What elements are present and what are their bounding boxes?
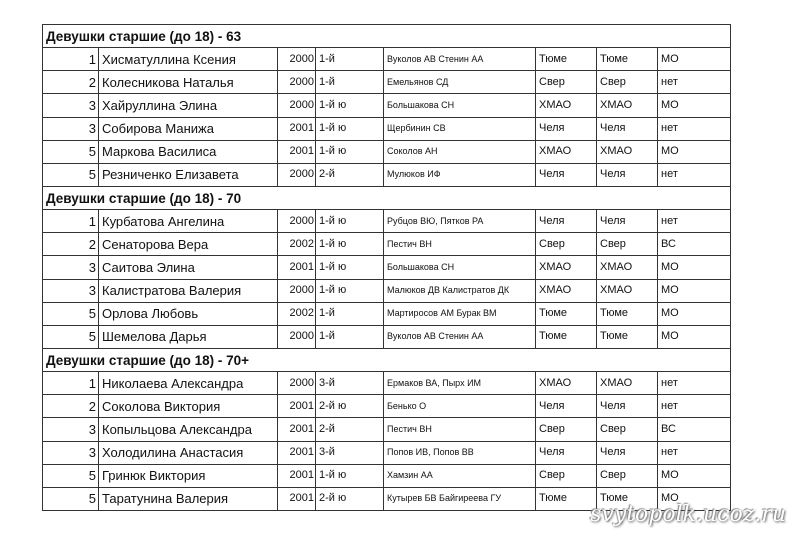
coach-cell: Кутырев БВ Байгиреева ГУ bbox=[384, 487, 536, 510]
birth-year-cell: 2002 bbox=[278, 302, 316, 325]
sport-category-cell: 1-й ю bbox=[316, 117, 384, 140]
table-row bbox=[43, 464, 731, 487]
sport-category-cell: 1-й ю bbox=[316, 256, 384, 279]
birth-year-cell: 2002 bbox=[278, 233, 316, 256]
coach-cell: Малюков ДВ Калистратов ДК bbox=[384, 279, 536, 302]
coach-cell: Попов ИВ, Попов ВВ bbox=[384, 441, 536, 464]
birth-year-cell: 2001 bbox=[278, 464, 316, 487]
region-cell: Челя bbox=[536, 117, 597, 140]
place-cell: 5 bbox=[43, 140, 99, 163]
table-row bbox=[43, 372, 731, 395]
region-secondary-cell: Тюме bbox=[597, 487, 658, 510]
region-secondary-cell: ХМАО bbox=[597, 256, 658, 279]
place-cell: 3 bbox=[43, 94, 99, 117]
birth-year-cell: 2000 bbox=[278, 210, 316, 233]
watermark: svytopolk.ucoz.ru bbox=[590, 502, 786, 527]
athlete-name-cell: Хайруллина Элина bbox=[99, 94, 278, 117]
region-secondary-cell: Тюме bbox=[597, 48, 658, 71]
coach-cell: Соколов АН bbox=[384, 140, 536, 163]
birth-year-cell: 2000 bbox=[278, 279, 316, 302]
place-cell: 3 bbox=[43, 256, 99, 279]
athlete-name-cell: Копыльцова Александра bbox=[99, 418, 278, 441]
sport-category-cell: 1-й ю bbox=[316, 140, 384, 163]
region-cell: Тюме bbox=[536, 325, 597, 348]
place-cell: 1 bbox=[43, 372, 99, 395]
weight-group-title: Девушки старшие (до 18) - 70 bbox=[43, 186, 731, 209]
place-cell: 1 bbox=[43, 210, 99, 233]
place-cell: 5 bbox=[43, 163, 99, 186]
region-cell: ХМАО bbox=[536, 94, 597, 117]
table-row bbox=[43, 395, 731, 418]
table-row bbox=[43, 441, 731, 464]
athlete-name-cell: Саитова Элина bbox=[99, 256, 278, 279]
table-row bbox=[43, 256, 731, 279]
birth-year-cell: 2001 bbox=[278, 256, 316, 279]
region-secondary-cell: Челя bbox=[597, 210, 658, 233]
status-cell: МО bbox=[658, 94, 731, 117]
region-cell: ХМАО bbox=[536, 279, 597, 302]
region-secondary-cell: Челя bbox=[597, 441, 658, 464]
region-secondary-cell: Тюме bbox=[597, 302, 658, 325]
region-cell: Тюме bbox=[536, 48, 597, 71]
coach-cell: Хамзин АА bbox=[384, 464, 536, 487]
birth-year-cell: 2001 bbox=[278, 395, 316, 418]
status-cell: МО bbox=[658, 325, 731, 348]
status-cell: нет bbox=[658, 441, 731, 464]
athlete-name-cell: Гринюк Виктория bbox=[99, 464, 278, 487]
coach-cell: Щербинин СВ bbox=[384, 117, 536, 140]
place-cell: 5 bbox=[43, 325, 99, 348]
coach-cell: Ермаков ВА, Пырх ИМ bbox=[384, 372, 536, 395]
status-cell: нет bbox=[658, 163, 731, 186]
region-secondary-cell: ХМАО bbox=[597, 94, 658, 117]
table-row bbox=[43, 140, 731, 163]
region-cell: Челя bbox=[536, 395, 597, 418]
athlete-name-cell: Соколова Виктория bbox=[99, 395, 278, 418]
status-cell: ВС bbox=[658, 233, 731, 256]
weight-group-header bbox=[43, 348, 731, 371]
athlete-name-cell: Собирова Манижа bbox=[99, 117, 278, 140]
region-secondary-cell: Тюме bbox=[597, 325, 658, 348]
table-row bbox=[43, 279, 731, 302]
status-cell: нет bbox=[658, 71, 731, 94]
status-cell: МО bbox=[658, 140, 731, 163]
region-secondary-cell: Челя bbox=[597, 117, 658, 140]
weight-group-title: Девушки старшие (до 18) - 70+ bbox=[43, 348, 731, 371]
place-cell: 2 bbox=[43, 395, 99, 418]
sport-category-cell: 3-й bbox=[316, 372, 384, 395]
region-cell: Челя bbox=[536, 210, 597, 233]
region-secondary-cell: ХМАО bbox=[597, 372, 658, 395]
birth-year-cell: 2001 bbox=[278, 487, 316, 510]
status-cell: нет bbox=[658, 117, 731, 140]
place-cell: 3 bbox=[43, 441, 99, 464]
coach-cell: Мартиросов АМ Бурак ВМ bbox=[384, 302, 536, 325]
status-cell: МО bbox=[658, 256, 731, 279]
region-secondary-cell: Челя bbox=[597, 163, 658, 186]
table-row bbox=[43, 418, 731, 441]
region-secondary-cell: Свер bbox=[597, 233, 658, 256]
coach-cell: Большакова СН bbox=[384, 256, 536, 279]
coach-cell: Емельянов СД bbox=[384, 71, 536, 94]
sport-category-cell: 1-й bbox=[316, 48, 384, 71]
results-sheet bbox=[42, 24, 730, 511]
athlete-name-cell: Хисматуллина Ксения bbox=[99, 48, 278, 71]
status-cell: МО bbox=[658, 302, 731, 325]
status-cell: МО bbox=[658, 279, 731, 302]
sport-category-cell: 1-й bbox=[316, 71, 384, 94]
weight-group-title: Девушки старшие (до 18) - 63 bbox=[43, 25, 731, 48]
region-cell: ХМАО bbox=[536, 256, 597, 279]
region-secondary-cell: ХМАО bbox=[597, 140, 658, 163]
place-cell: 5 bbox=[43, 464, 99, 487]
region-cell: Челя bbox=[536, 441, 597, 464]
sport-category-cell: 1-й ю bbox=[316, 210, 384, 233]
athlete-name-cell: Сенаторова Вера bbox=[99, 233, 278, 256]
region-secondary-cell: ХМАО bbox=[597, 279, 658, 302]
table-row bbox=[43, 325, 731, 348]
status-cell: МО bbox=[658, 464, 731, 487]
region-secondary-cell: Челя bbox=[597, 395, 658, 418]
athlete-name-cell: Холодилина Анастасия bbox=[99, 441, 278, 464]
birth-year-cell: 2000 bbox=[278, 71, 316, 94]
athlete-name-cell: Орлова Любовь bbox=[99, 302, 278, 325]
region-cell: ХМАО bbox=[536, 140, 597, 163]
place-cell: 3 bbox=[43, 418, 99, 441]
athlete-name-cell: Резниченко Елизавета bbox=[99, 163, 278, 186]
athlete-name-cell: Таратунина Валерия bbox=[99, 487, 278, 510]
athlete-name-cell: Курбатова Ангелина bbox=[99, 210, 278, 233]
athlete-name-cell: Шемелова Дарья bbox=[99, 325, 278, 348]
region-cell: Тюме bbox=[536, 487, 597, 510]
birth-year-cell: 2000 bbox=[278, 94, 316, 117]
birth-year-cell: 2001 bbox=[278, 418, 316, 441]
sport-category-cell: 1-й bbox=[316, 325, 384, 348]
coach-cell: Вуколов АВ Стенин АА bbox=[384, 325, 536, 348]
table-row bbox=[43, 163, 731, 186]
table-row bbox=[43, 48, 731, 71]
region-cell: ХМАО bbox=[536, 372, 597, 395]
sport-category-cell: 3-й bbox=[316, 441, 384, 464]
region-secondary-cell: Свер bbox=[597, 418, 658, 441]
birth-year-cell: 2001 bbox=[278, 140, 316, 163]
coach-cell: Пестич ВН bbox=[384, 233, 536, 256]
table-row bbox=[43, 94, 731, 117]
coach-cell: Мулюков ИФ bbox=[384, 163, 536, 186]
region-cell: Тюме bbox=[536, 302, 597, 325]
place-cell: 5 bbox=[43, 302, 99, 325]
status-cell: МО bbox=[658, 48, 731, 71]
coach-cell: Бенько О bbox=[384, 395, 536, 418]
athlete-name-cell: Николаева Александра bbox=[99, 372, 278, 395]
results-table bbox=[42, 24, 731, 511]
status-cell: нет bbox=[658, 372, 731, 395]
status-cell: нет bbox=[658, 395, 731, 418]
sport-category-cell: 1-й ю bbox=[316, 233, 384, 256]
athlete-name-cell: Колесникова Наталья bbox=[99, 71, 278, 94]
place-cell: 3 bbox=[43, 117, 99, 140]
sport-category-cell: 2-й ю bbox=[316, 395, 384, 418]
sport-category-cell: 2-й bbox=[316, 163, 384, 186]
sport-category-cell: 1-й bbox=[316, 302, 384, 325]
table-row bbox=[43, 117, 731, 140]
place-cell: 5 bbox=[43, 487, 99, 510]
sport-category-cell: 2-й bbox=[316, 418, 384, 441]
birth-year-cell: 2000 bbox=[278, 163, 316, 186]
status-cell: ВС bbox=[658, 418, 731, 441]
table-row bbox=[43, 210, 731, 233]
table-row bbox=[43, 302, 731, 325]
region-cell: Свер bbox=[536, 71, 597, 94]
birth-year-cell: 2001 bbox=[278, 441, 316, 464]
region-secondary-cell: Свер bbox=[597, 464, 658, 487]
region-cell: Свер bbox=[536, 418, 597, 441]
status-cell: нет bbox=[658, 210, 731, 233]
status-cell: МО bbox=[658, 487, 731, 510]
coach-cell: Большакова СН bbox=[384, 94, 536, 117]
athlete-name-cell: Калистратова Валерия bbox=[99, 279, 278, 302]
weight-group-header bbox=[43, 25, 731, 48]
coach-cell: Рубцов ВЮ, Пятков РА bbox=[384, 210, 536, 233]
sport-category-cell: 1-й ю bbox=[316, 279, 384, 302]
birth-year-cell: 2001 bbox=[278, 117, 316, 140]
region-cell: Свер bbox=[536, 464, 597, 487]
weight-group-header bbox=[43, 186, 731, 209]
region-secondary-cell: Свер bbox=[597, 71, 658, 94]
sport-category-cell: 2-й ю bbox=[316, 487, 384, 510]
birth-year-cell: 2000 bbox=[278, 48, 316, 71]
place-cell: 1 bbox=[43, 48, 99, 71]
place-cell: 3 bbox=[43, 279, 99, 302]
coach-cell: Пестич ВН bbox=[384, 418, 536, 441]
region-cell: Челя bbox=[536, 163, 597, 186]
place-cell: 2 bbox=[43, 233, 99, 256]
sport-category-cell: 1-й ю bbox=[316, 94, 384, 117]
sport-category-cell: 1-й ю bbox=[316, 464, 384, 487]
birth-year-cell: 2000 bbox=[278, 325, 316, 348]
athlete-name-cell: Маркова Василиса bbox=[99, 140, 278, 163]
coach-cell: Вуколов АВ Стенин АА bbox=[384, 48, 536, 71]
birth-year-cell: 2000 bbox=[278, 372, 316, 395]
place-cell: 2 bbox=[43, 71, 99, 94]
results-body bbox=[43, 25, 731, 511]
table-row bbox=[43, 233, 731, 256]
table-row bbox=[43, 71, 731, 94]
region-cell: Свер bbox=[536, 233, 597, 256]
